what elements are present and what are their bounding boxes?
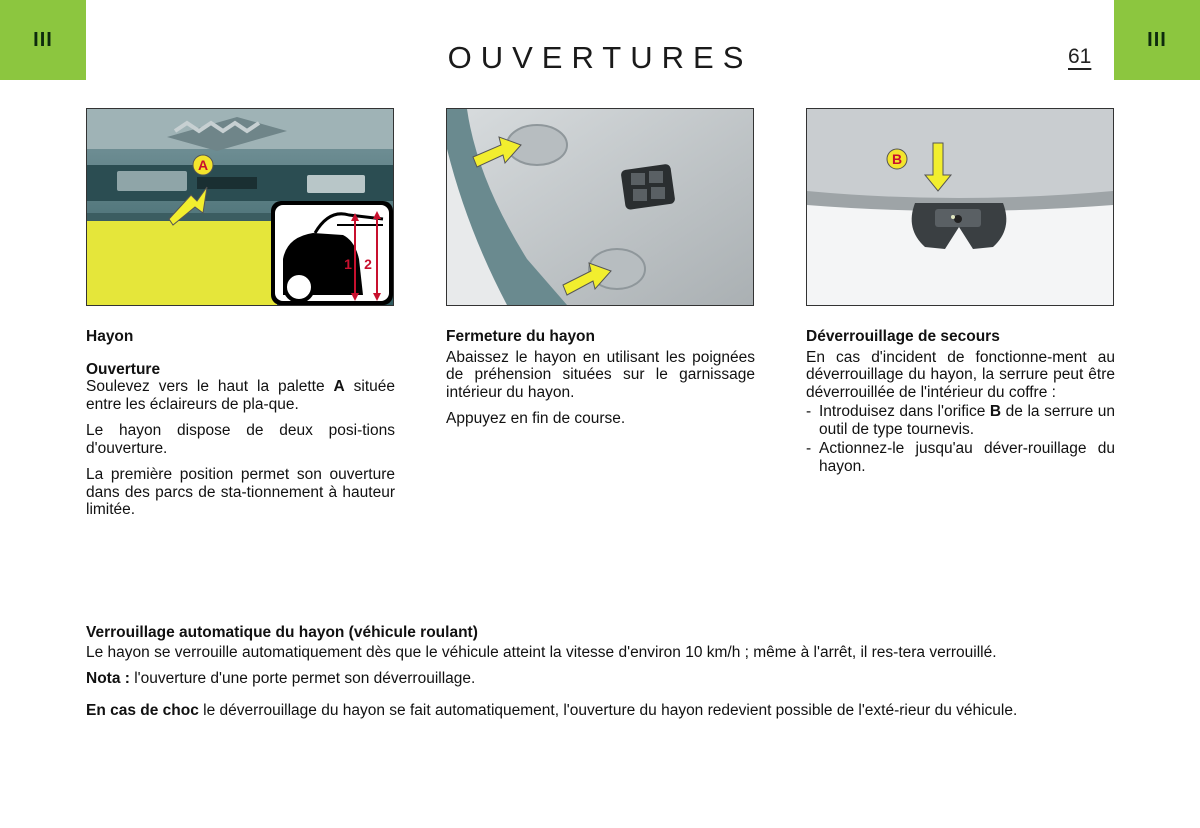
fermeture-paragraph-1: Abaissez le hayon en utilisant les poignées de préhension situées sur le garnissage intérieur du hayon. <box>446 348 755 401</box>
figure-emergency-unlock <box>806 108 1114 306</box>
step-item <box>806 403 1115 438</box>
figure-tailgate-interior-handles <box>446 108 754 306</box>
choc-paragraph <box>86 702 1116 720</box>
deverrouillage-steps <box>806 403 1115 475</box>
page-number: 61 <box>1068 45 1092 68</box>
ouverture-paragraph-1 <box>86 378 395 413</box>
tailgate-exterior-illustration <box>87 109 393 305</box>
figure-tailgate-exterior <box>86 108 394 306</box>
deverrouillage-paragraph: En cas d'incident de fonctionne-ment au déverrouillage du hayon, la serrure peut être déverrouillée de l'intérieur du coffre : <box>806 348 1115 401</box>
palette-a-ref: A <box>333 378 345 395</box>
fermeture-paragraph-2: Appuyez en fin de course. <box>446 410 626 427</box>
step-2-text: Actionnez-le jusqu'au déver-rouillage du hayon. <box>819 440 1115 475</box>
hayon-heading: Hayon <box>86 328 134 345</box>
verrouillage-heading: Verrouillage automatique du hayon (véhicule roulant) <box>86 624 478 641</box>
nota-paragraph <box>86 670 1116 688</box>
chapter-tab-left-label: III <box>33 28 53 51</box>
step-1-text-end: de la serrure un outil de type tournevis. <box>819 403 1115 438</box>
section-hayon <box>86 328 395 528</box>
ouverture-paragraph-3: La première position permet son ouverture dans des parcs de sta-tionnement à hauteur limitée. <box>86 466 395 518</box>
nota-text: l'ouverture d'une porte permet son déverrouillage. <box>129 670 476 687</box>
tailgate-positions-inset <box>271 201 393 305</box>
fermeture-heading: Fermeture du hayon <box>446 328 595 345</box>
step-1-text: Introduisez dans l'orifice <box>819 403 990 420</box>
nota-label: Nota : <box>86 670 130 687</box>
section-verrouillage-automatique <box>86 624 1116 728</box>
section-fermeture <box>446 328 755 437</box>
step-dash: - <box>806 440 812 457</box>
choc-label: En cas de choc <box>86 701 199 719</box>
ouverture-paragraph-2: Le hayon dispose de deux posi-tions d'ouverture. <box>86 422 395 457</box>
section-deverrouillage-secours <box>806 328 1115 477</box>
callout-a: A <box>197 157 209 173</box>
tailgate-interior-illustration <box>447 109 753 305</box>
step-dash: - <box>806 403 812 420</box>
inset-label-1: 1 <box>344 256 352 272</box>
ouverture-subheading: Ouverture <box>86 360 161 378</box>
choc-text: le déverrouillage du hayon se fait automatiquement, l'ouverture du hayon redevient possible de l'exté-rieur du véhicule. <box>198 701 1018 719</box>
orifice-b-ref: B <box>989 403 1002 420</box>
ouverture-p1-text-end: située entre les éclaireurs de pla-que. <box>86 378 396 413</box>
step-item <box>806 440 1115 475</box>
inset-label-2: 2 <box>364 256 372 272</box>
ouverture-p1-text: Soulevez vers le haut la palette <box>86 378 334 395</box>
verrouillage-paragraph: Le hayon se verrouille automatiquement dès que le véhicule atteint la vitesse d'environ 10 km/h ; même à l'arrêt, il res-tera verrouillé. <box>86 643 997 661</box>
deverrouillage-heading: Déverrouillage de secours <box>806 328 1000 345</box>
callout-b: B <box>891 151 903 167</box>
emergency-unlock-illustration <box>807 109 1113 305</box>
page-title: OUVERTURES <box>447 40 753 75</box>
chapter-tab-right <box>1114 0 1200 80</box>
chapter-tab-right-label: III <box>1147 28 1167 51</box>
